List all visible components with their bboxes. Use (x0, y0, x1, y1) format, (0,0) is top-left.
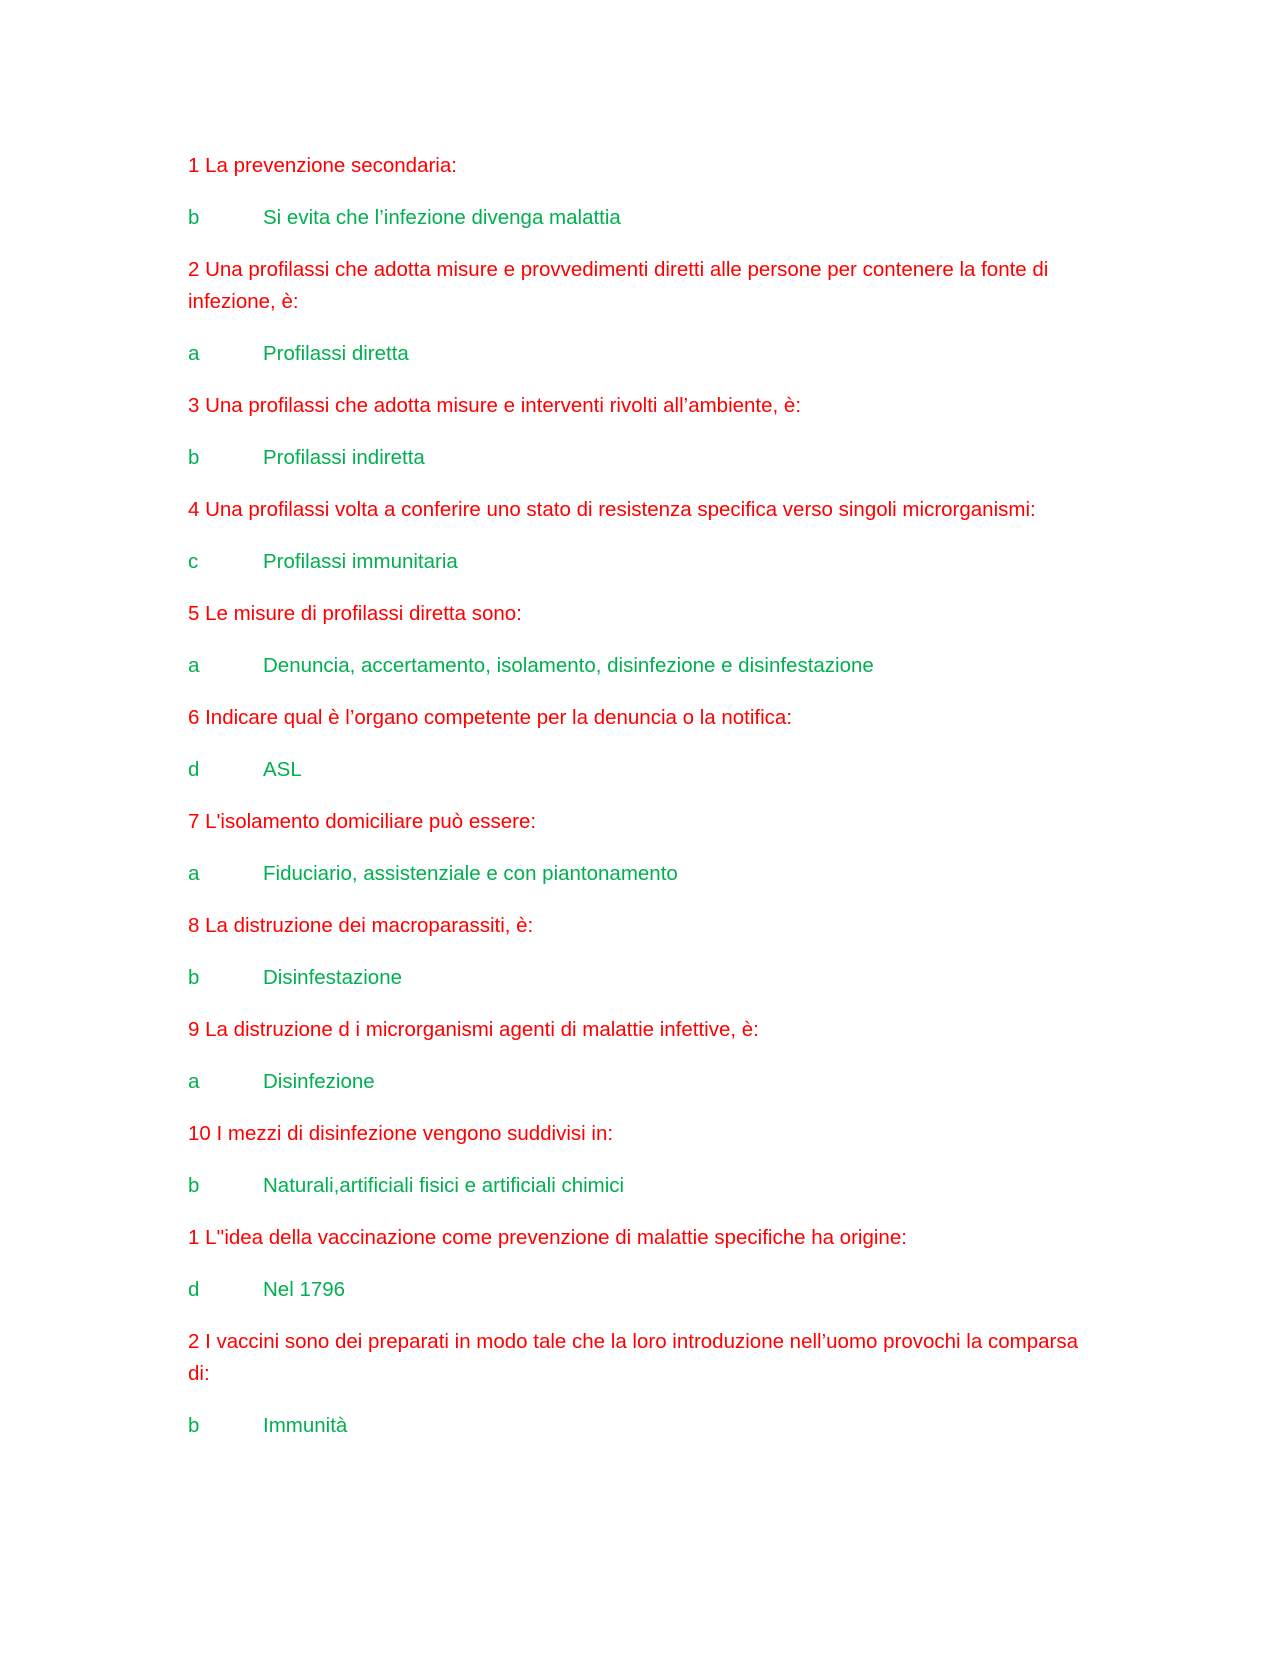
answer-text: Nel 1796 (263, 1278, 346, 1301)
answer-row (188, 202, 1088, 234)
answer-row (188, 442, 1088, 474)
question-text: 9 La distruzione d i microrganismi agenti di malattie infettive, è: (188, 1018, 759, 1041)
answer-letter: b (188, 206, 200, 229)
question-text: 4 Una profilassi volta a conferire uno stato di resistenza specifica verso singoli microrganismi: (188, 498, 1036, 521)
answer-letter: a (188, 1070, 200, 1093)
question-text: 3 Una profilassi che adotta misure e interventi rivolti all’ambiente, è: (188, 394, 802, 417)
answer-row (188, 1170, 1088, 1202)
answer-text: Immunità (263, 1414, 348, 1437)
answer-text: Disinfezione (263, 1070, 375, 1093)
answer-letter: d (188, 758, 200, 781)
answer-text: Denuncia, accertamento, isolamento, disinfezione e disinfestazione (263, 654, 874, 677)
answer-text: Disinfestazione (263, 966, 403, 989)
answer-row (188, 1066, 1088, 1098)
answer-row (188, 1274, 1088, 1306)
answer-text: Profilassi diretta (263, 342, 409, 365)
question-text: 1 L''idea della vaccinazione come prevenzione di malattie specifiche ha origine: (188, 1226, 907, 1249)
question-text: 5 Le misure di profilassi diretta sono: (188, 602, 522, 625)
answer-text: Si evita che l’infezione divenga malattia (263, 206, 621, 229)
question-text: 1 La prevenzione secondaria: (188, 154, 457, 177)
answer-row (188, 962, 1088, 994)
answer-letter: c (188, 550, 199, 573)
answer-text: Fiduciario, assistenziale e con piantonamento (263, 862, 678, 885)
answer-letter: b (188, 1414, 200, 1437)
question-text: 10 I mezzi di disinfezione vengono suddivisi in: (188, 1122, 614, 1145)
answer-row (188, 858, 1088, 890)
quiz-content (188, 150, 1088, 1462)
question-text: 7 L'isolamento domiciliare può essere: (188, 810, 537, 833)
answer-text: Naturali,artificiali fisici e artificiali chimici (263, 1174, 625, 1197)
answer-letter: a (188, 342, 200, 365)
answer-row (188, 338, 1088, 370)
answer-letter: b (188, 446, 200, 469)
answer-text: Profilassi immunitaria (263, 550, 458, 573)
answer-letter: a (188, 862, 200, 885)
answer-row (188, 754, 1088, 786)
question-text: 2 Una profilassi che adotta misure e provvedimenti diretti alle persone per contenere la fonte di infezione, è: (188, 258, 1049, 313)
answer-letter: b (188, 966, 200, 989)
answer-letter: d (188, 1278, 200, 1301)
question-text: 6 Indicare qual è l’organo competente per la denuncia o la notifica: (188, 706, 793, 729)
answer-row (188, 546, 1088, 578)
answer-letter: a (188, 654, 200, 677)
answer-letter: b (188, 1174, 200, 1197)
answer-row (188, 1410, 1088, 1442)
answer-text: ASL (263, 758, 302, 781)
question-text: 2 I vaccini sono dei preparati in modo tale che la loro introduzione nell’uomo provochi la comparsa di: (188, 1330, 1078, 1385)
answer-row (188, 650, 1088, 682)
answer-text: Profilassi indiretta (263, 446, 425, 469)
question-text: 8 La distruzione dei macroparassiti, è: (188, 914, 534, 937)
